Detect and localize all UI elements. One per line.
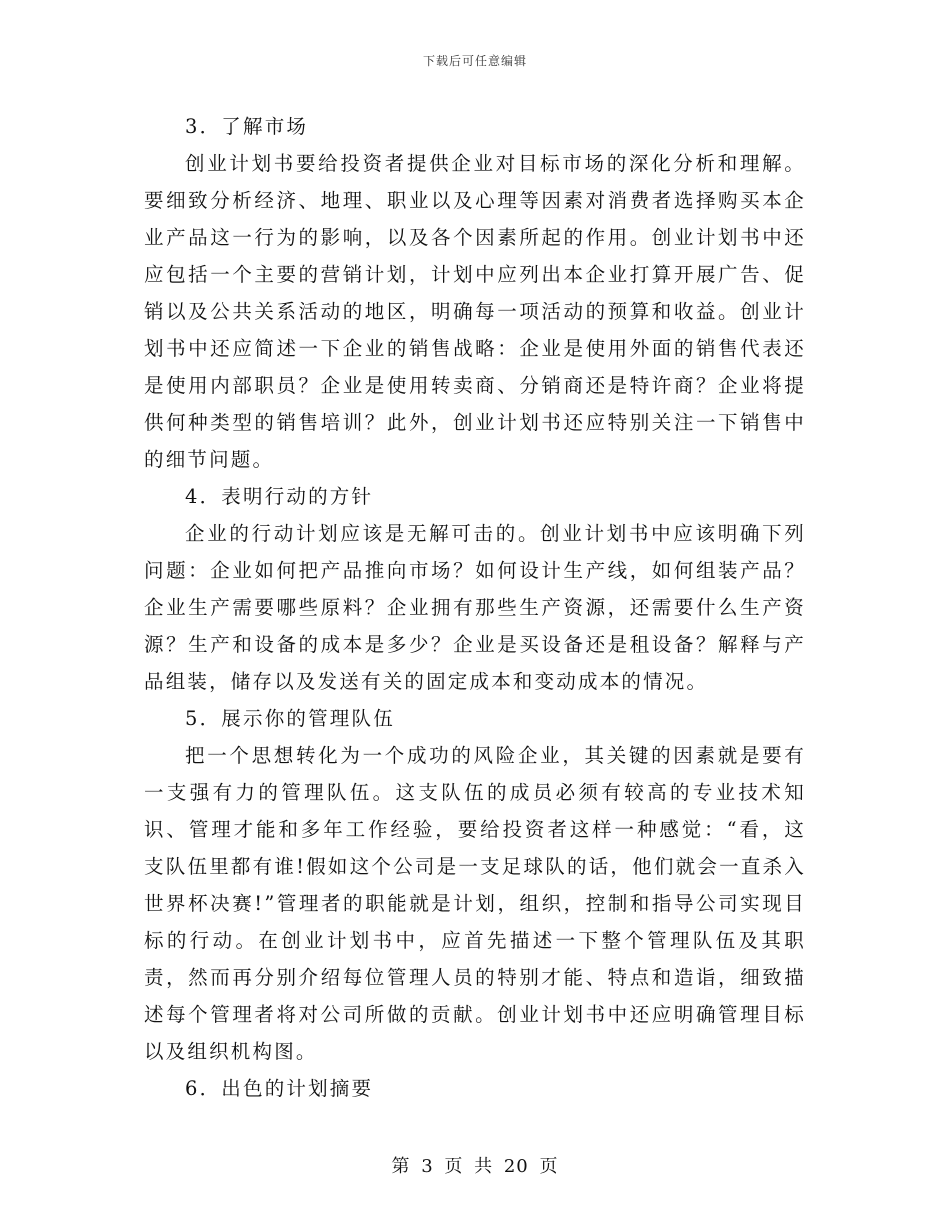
- page-footer: 第 3 页 共 20 页: [391, 1156, 559, 1177]
- document-body: [144, 108, 806, 1107]
- section-paragraph: 创业计划书要给投资者提供企业对目标市场的深化分析和理解。要细致分析经济、地理、职业以及心理等因素对消费者选择购买本企业产品这一行为的影响，以及各个因素所起的作用。创业计划书中还应包括一个主要的营销计划，计划中应列出本企业打算开展广告、促销以及公共关系活动的地区，明确每一项活动的预算和收益。创业计划书中还应简述一下企业的销售战略：企业是使用外面的销售代表还是使用内部职员？企业是使用转卖商、分销商还是特许商？企业将提供何种类型的销售培训？此外，创业计划书还应特别关注一下销售中的细节问题。: [144, 152, 806, 471]
- section-heading: 3．了解市场: [185, 115, 309, 138]
- section-heading: 6．出色的计划摘要: [185, 1077, 374, 1100]
- section-paragraph: 企业的行动计划应该是无解可击的。创业计划书中应该明确下列问题：企业如何把产品推向市场？如何设计生产线，如何组装产品？企业生产需要哪些原料？企业拥有那些生产资源，还需要什么生产资源？生产和设备的成本是多少？企业是买设备还是租设备？解释与产品组装，储存以及发送有关的固定成本和变动成本的情况。: [144, 522, 806, 693]
- section-heading: 4．表明行动的方针: [185, 485, 374, 508]
- section-paragraph: 把一个思想转化为一个成功的风险企业，其关键的因素就是要有一支强有力的管理队伍。这支队伍的成员必须有较高的专业技术知识、管理才能和多年工作经验，要给投资者这样一种感觉：“看，这支队伍里都有谁!假如这个公司是一支足球队的话，他们就会一直杀入世界杯决赛!”管理者的职能就是计划，组织，控制和指导公司实现目标的行动。在创业计划书中，应首先描述一下整个管理队伍及其职责，然而再分别介绍每位管理人员的特别才能、特点和造诣，细致描述每个管理者将对公司所做的贡献。创业计划书中还应明确管理目标以及组织机构图。: [144, 744, 806, 1063]
- section-heading: 5．展示你的管理队伍: [185, 707, 395, 730]
- page-header: 下载后可任意编辑: [422, 54, 527, 68]
